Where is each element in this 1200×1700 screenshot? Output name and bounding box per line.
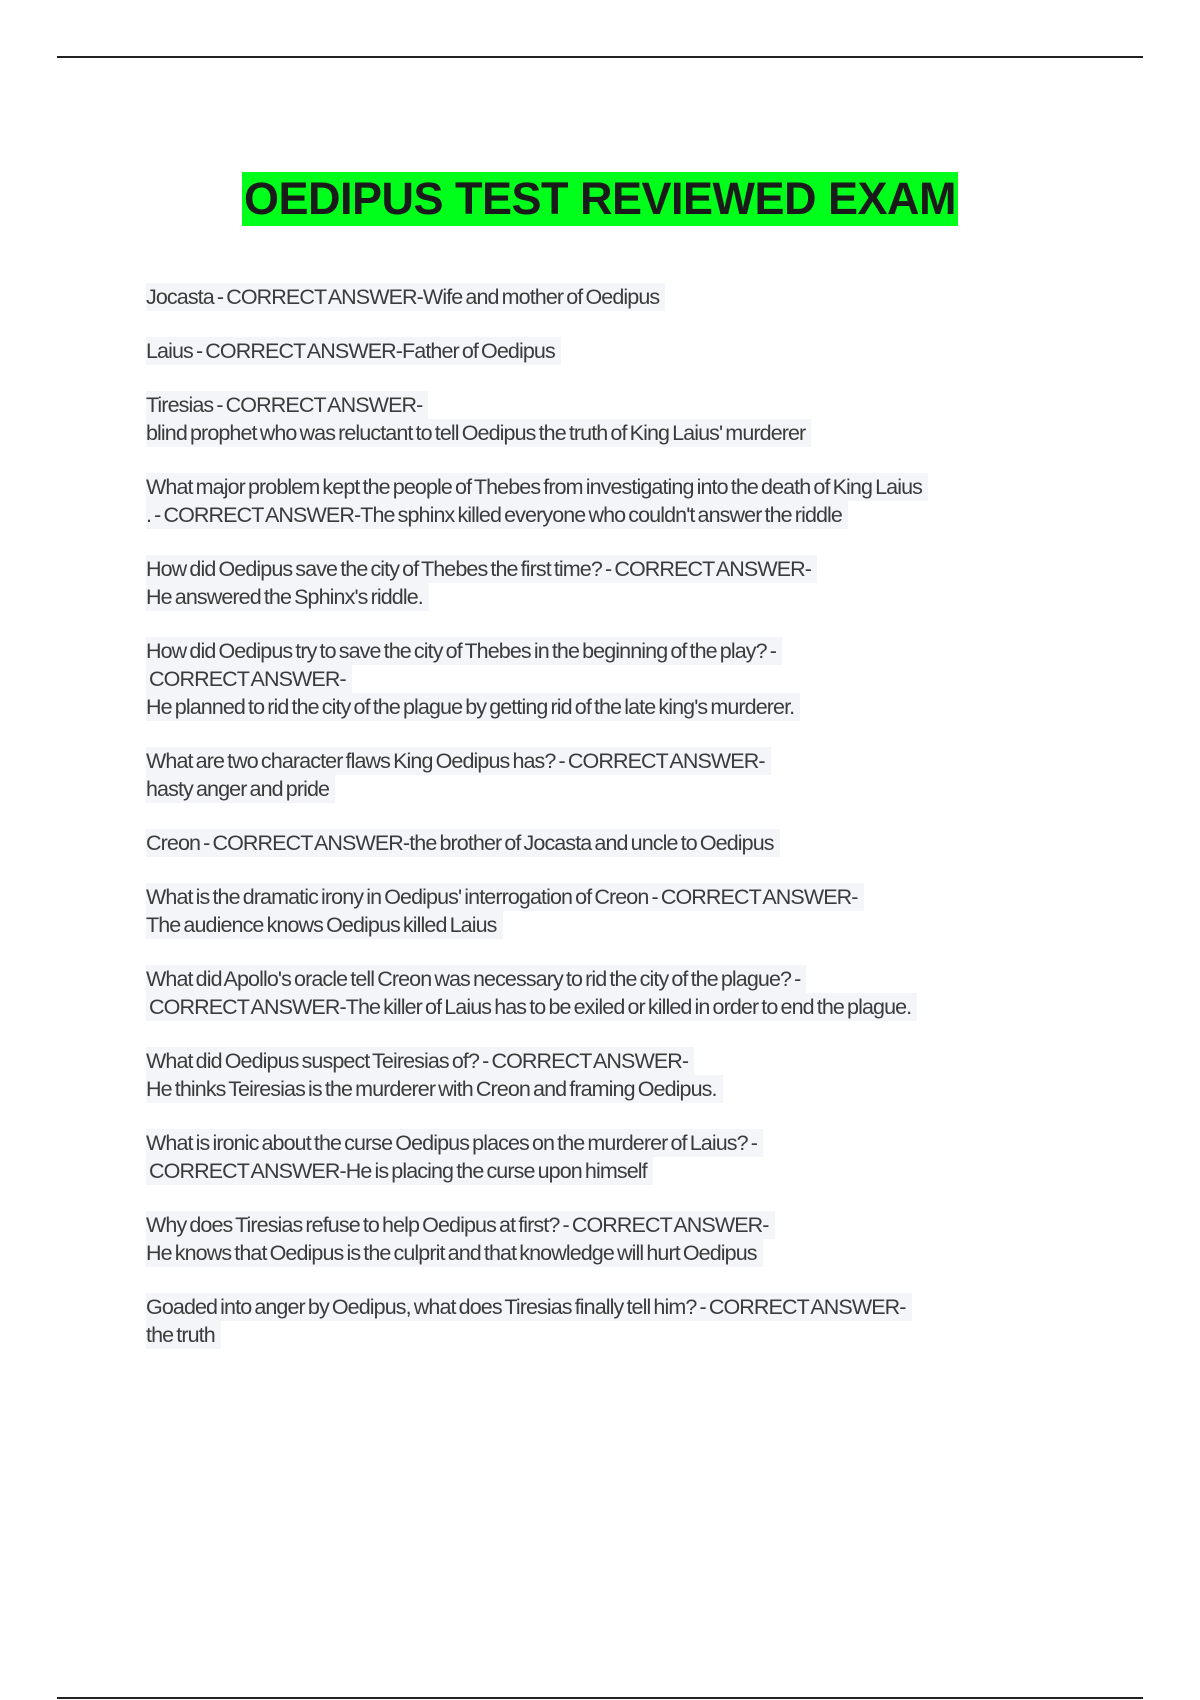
qa-item [146, 883, 1096, 939]
qa-line: What is the dramatic irony in Oedipus' interrogation of Creon - CORRECT ANSWER- [146, 883, 864, 911]
qa-list [146, 283, 1096, 1375]
qa-item [146, 473, 1096, 529]
qa-line: How did Oedipus save the city of Thebes the first time? - CORRECT ANSWER- [146, 555, 817, 583]
qa-line: Creon - CORRECT ANSWER-the brother of Jocasta and uncle to Oedipus [146, 829, 780, 857]
qa-item [146, 1129, 1096, 1185]
top-rule [57, 56, 1143, 58]
bottom-rule [57, 1697, 1143, 1699]
qa-line: How did Oedipus try to save the city of Thebes in the beginning of the play? - [146, 637, 782, 665]
qa-line: Goaded into anger by Oedipus, what does Tiresias finally tell him? - CORRECT ANSWER- [146, 1293, 912, 1321]
qa-line: Tiresias - CORRECT ANSWER- [146, 391, 428, 419]
qa-line: Why does Tiresias refuse to help Oedipus at first? - CORRECT ANSWER- [146, 1211, 775, 1239]
qa-item [146, 337, 1096, 365]
qa-item [146, 555, 1096, 611]
qa-item [146, 1293, 1096, 1349]
qa-line: The audience knows Oedipus killed Laius [146, 911, 503, 939]
qa-line: CORRECT ANSWER- [146, 665, 352, 693]
qa-line: What did Apollo's oracle tell Creon was necessary to rid the city of the plague? - [146, 965, 806, 993]
qa-line: He knows that Oedipus is the culprit and that knowledge will hurt Oedipus [146, 1239, 763, 1267]
qa-line: What is ironic about the curse Oedipus places on the murderer of Laius? - [146, 1129, 763, 1157]
qa-item [146, 1211, 1096, 1267]
qa-line: Laius - CORRECT ANSWER-Father of Oedipus [146, 337, 561, 365]
qa-line: He thinks Teiresias is the murderer with Creon and framing Oedipus. [146, 1075, 723, 1103]
qa-line: He answered the Sphinx's riddle. [146, 583, 429, 611]
qa-item [146, 637, 1096, 721]
qa-line: CORRECT ANSWER-The killer of Laius has to be exiled or killed in order to end the plague. [146, 993, 917, 1021]
qa-line: What are two character flaws King Oedipus has? - CORRECT ANSWER- [146, 747, 771, 775]
qa-line: Jocasta - CORRECT ANSWER-Wife and mother of Oedipus [146, 283, 665, 311]
qa-item [146, 747, 1096, 803]
qa-item [146, 829, 1096, 857]
qa-line: CORRECT ANSWER-He is placing the curse upon himself [146, 1157, 653, 1185]
qa-line: blind prophet who was reluctant to tell Oedipus the truth of King Laius' murderer [146, 419, 811, 447]
qa-item [146, 965, 1096, 1021]
qa-item [146, 391, 1096, 447]
qa-line: the truth [146, 1321, 221, 1349]
qa-line: hasty anger and pride [146, 775, 335, 803]
qa-item [146, 283, 1096, 311]
title-container [0, 172, 1200, 226]
qa-line: He planned to rid the city of the plague by getting rid of the late king's murderer. [146, 693, 800, 721]
qa-line: . - CORRECT ANSWER-The sphinx killed everyone who couldn't answer the riddle [146, 501, 848, 529]
qa-line: What did Oedipus suspect Teiresias of? - CORRECT ANSWER- [146, 1047, 694, 1075]
page-title: OEDIPUS TEST REVIEWED EXAM [243, 173, 957, 224]
qa-line: What major problem kept the people of Thebes from investigating into the death of King Laius [146, 473, 928, 501]
qa-item [146, 1047, 1096, 1103]
